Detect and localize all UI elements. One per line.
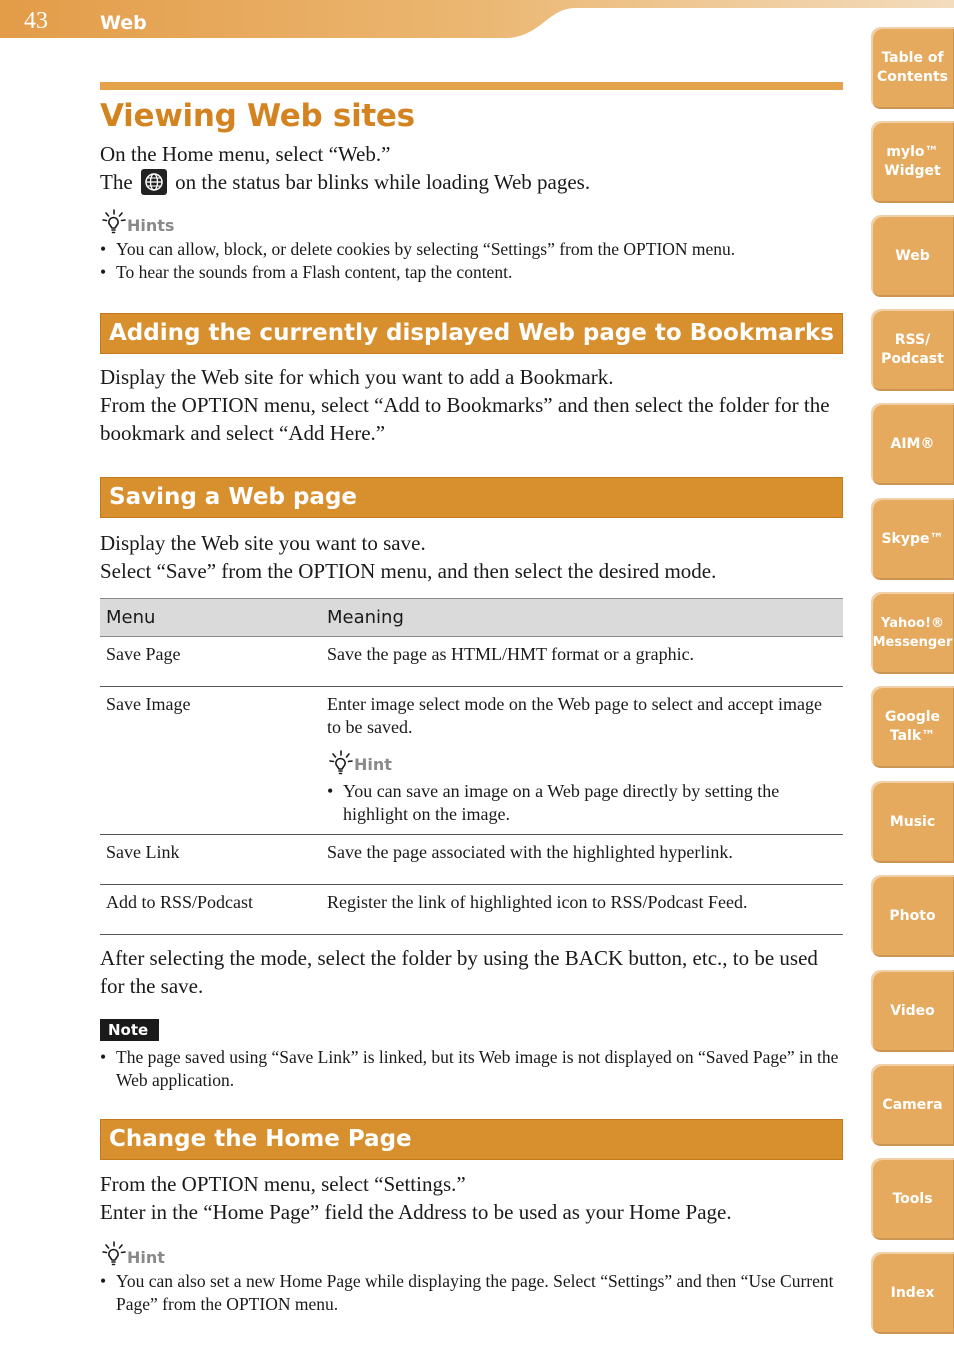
sidebar-tab-photo[interactable] <box>871 875 954 957</box>
globe-icon <box>141 169 167 195</box>
main-content <box>100 82 843 1316</box>
cell-meaning: Register the link of highlighted icon to RSS/Podcast Feed. <box>321 885 843 935</box>
cell-menu: Add to RSS/Podcast <box>100 885 321 935</box>
tab-label: Video <box>890 1002 935 1019</box>
section-heading-saving: Saving a Web page <box>100 477 843 518</box>
home-hint-list <box>100 1270 843 1316</box>
note-list <box>100 1046 843 1092</box>
table-row <box>100 835 843 885</box>
lightbulb-icon <box>100 1241 126 1267</box>
lightbulb-icon <box>100 209 126 235</box>
home-line-1: From the OPTION menu, select “Settings.” <box>100 1172 466 1196</box>
cell-meaning: Save the page as HTML/HMT format or a graphic. <box>321 637 843 687</box>
tab-label: Photo <box>889 907 936 924</box>
sidebar-tab-rss-podcast[interactable] <box>871 309 954 391</box>
cell-meaning: Save the page associated with the highlighted hyperlink. <box>321 835 843 885</box>
sidebar-tab-tools[interactable] <box>871 1158 954 1240</box>
bookmarks-line-2: From the OPTION menu, select “Add to Bookmarks” and then select the folder for the bookmark and select “Add Here.” <box>100 393 830 445</box>
note-item: • The page saved using “Save Link” is linked, but its Web image is not displayed on “Saved Page” in the Web application. <box>100 1046 843 1092</box>
home-hint-header <box>100 1241 843 1267</box>
table-hint-label: Hint <box>354 755 392 774</box>
home-hint-item: • You can also set a new Home Page while displaying the page. Select “Settings” and then “Use Current Page” from the OPTION menu. <box>100 1270 843 1316</box>
sidebar-tab-index[interactable] <box>871 1252 954 1334</box>
tab-label: AIM® <box>890 435 935 452</box>
tab-label: Skype™ <box>881 530 944 547</box>
table-hint-item: • You can save an image on a Web page directly by setting the highlight on the image. <box>327 780 837 826</box>
table-hint-list <box>327 780 837 826</box>
home-hint-label: Hint <box>127 1248 165 1267</box>
cell-meaning <box>321 687 843 835</box>
column-header-menu: Menu <box>100 599 321 637</box>
cell-meaning-text: Enter image select mode on the Web page to select and accept image to be saved. <box>327 694 823 737</box>
tab-label: Yahoo!® Messenger <box>872 616 953 650</box>
tab-label: Web <box>895 247 930 264</box>
sidebar-tab-table-of-contents[interactable] <box>871 27 954 109</box>
sidebar-tab-video[interactable] <box>871 970 954 1052</box>
hints-label: Hints <box>127 216 175 235</box>
table-row <box>100 637 843 687</box>
intro-line-1: On the Home menu, select “Web.” <box>100 142 391 166</box>
cell-menu: Save Page <box>100 637 321 687</box>
header-bar <box>0 0 954 44</box>
lightbulb-icon <box>327 750 353 776</box>
page-title: Viewing Web sites <box>100 98 415 134</box>
hint-item: • To hear the sounds from a Flash content, tap the content. <box>100 261 843 284</box>
sidebar-tab-web[interactable] <box>871 215 954 297</box>
table-row <box>100 687 843 835</box>
header-section-label: Web <box>100 12 147 34</box>
sidebar-tab-mylo-widget[interactable] <box>871 121 954 203</box>
saving-line-2: Select “Save” from the OPTION menu, and then select the desired mode. <box>100 559 717 583</box>
sidebar-tab-aim[interactable] <box>871 403 954 485</box>
sidebar-tab-yahoo-messenger[interactable] <box>871 592 954 674</box>
intro-line-2-after: on the status bar blinks while loading Web pages. <box>175 170 591 194</box>
title-rule <box>100 82 843 90</box>
save-modes-table <box>100 598 843 935</box>
tab-label: Music <box>889 813 936 830</box>
note-badge: Note <box>100 1019 159 1041</box>
note-block <box>100 1019 843 1041</box>
cell-menu: Save Image <box>100 687 321 835</box>
intro-line-2 <box>100 168 843 196</box>
column-header-meaning: Meaning <box>321 599 843 637</box>
sidebar-tab-google-talk[interactable] <box>871 686 954 768</box>
tab-label: Table of Contents <box>876 50 949 85</box>
tab-label: Index <box>890 1284 935 1301</box>
table-hint-header <box>327 750 837 776</box>
intro-line-2-before: The <box>100 170 133 194</box>
home-line-2: Enter in the “Home Page” field the Address to be used as your Home Page. <box>100 1200 732 1224</box>
cell-menu: Save Link <box>100 835 321 885</box>
hints-header <box>100 209 843 235</box>
tab-label: mylo™ Widget <box>884 144 941 179</box>
section-heading-bookmarks: Adding the currently displayed Web page to Bookmarks <box>100 313 843 354</box>
saving-line-1: Display the Web site you want to save. <box>100 531 426 555</box>
bookmarks-line-1: Display the Web site for which you want to add a Bookmark. <box>100 365 614 389</box>
saving-after: After selecting the mode, select the folder by using the BACK button, etc., to be used for the save. <box>100 946 818 998</box>
hints-list <box>100 238 843 284</box>
table-header-row <box>100 599 843 637</box>
tab-label: Tools <box>892 1190 933 1207</box>
sidebar-tab-music[interactable] <box>871 781 954 863</box>
page-number: 43 <box>24 8 48 34</box>
hint-item: • You can allow, block, or delete cookies by selecting “Settings” from the OPTION menu. <box>100 238 843 261</box>
tab-label: RSS/ Podcast <box>881 332 944 367</box>
tab-label: Camera <box>882 1096 943 1113</box>
sidebar-tab-skype[interactable] <box>871 498 954 580</box>
sidebar-tab-camera[interactable] <box>871 1064 954 1146</box>
tab-label: Google Talk™ <box>884 709 941 744</box>
table-row <box>100 885 843 935</box>
section-heading-home: Change the Home Page <box>100 1119 843 1160</box>
